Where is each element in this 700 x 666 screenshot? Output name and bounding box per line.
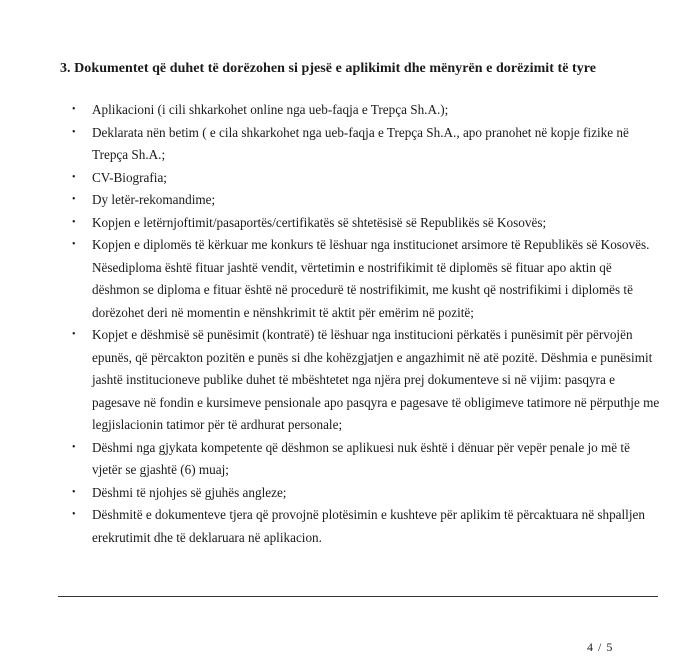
list-item-text: Kopjen e letërnjoftimit/pasaportës/certifikatës së shtetësisë së Republikës së Kosovës; (92, 214, 547, 230)
list-item (72, 99, 662, 122)
bullet-icon: • (72, 126, 76, 138)
bullet-icon: • (72, 104, 76, 115)
list-item (72, 167, 662, 190)
list-item-text: CV-Biografia; (92, 169, 167, 185)
list-item-text: Dëshmi të njohjes së gjuhës angleze; (92, 484, 287, 500)
list-item-text: Dëshmitë e dokumenteve tjera që provojnë plotësimin e kushteve për aplikim të përcaktuara në shpalljen erekrutimit dhe të deklaruara në aplikacion. (92, 507, 645, 545)
list-item (72, 122, 662, 167)
bullet-icon: • (72, 441, 76, 453)
bullet-icon: • (72, 194, 76, 205)
bullet-icon: • (72, 239, 76, 250)
bullet-icon: • (72, 486, 76, 498)
bullet-icon: • (72, 509, 76, 520)
list-item (72, 437, 662, 482)
list-item-text: Aplikacioni (i cili shkarkohet online nga ueb-faqja e Trepça Sh.A.); (92, 102, 449, 117)
footer-divider (58, 596, 658, 597)
requirements-list (72, 99, 662, 549)
section-heading: 3. Dokumentet që duhet të dorëzohen si pjesë e aplikimit dhe mënyrën e dorëzimit të tyre (60, 61, 597, 76)
list-item-text: Kopjet e dëshmisë së punësimit (kontratë) të lëshuar nga institucioni përkatës i punësimit për përvojën epunës, që përcakton pozitën e punës si dhe kohëzgjatjen e angazhimit në atë pozitë. Dëshmia e punësimit jashtë institucioneve publike duhet të mbështetet nga njëra prej dokumenteve si në vijim: pasqyra e pagesave në fondin e kursimeve pensionale apo pasqyra e pagesave të obligimeve tatimore në përputhje me legjislacionin tatimor për të ardhurat personale; (92, 327, 660, 432)
list-item (72, 504, 662, 549)
list-item (72, 482, 662, 505)
bullet-icon: • (72, 171, 76, 183)
bullet-icon: • (72, 216, 76, 228)
list-item (72, 324, 662, 437)
list-item-text: Deklarata nën betim ( e cila shkarkohet nga ueb-faqja e Trepça Sh.A., apo pranohet në kopje fizike në Trepça Sh.A.; (92, 124, 629, 162)
list-item-text: Dëshmi nga gjykata kompetente që dëshmon se aplikuesi nuk është i dënuar për vepër penale jo më të vjetër se gjashtë (6) muaj; (92, 439, 630, 477)
list-item (72, 212, 662, 235)
list-item (72, 189, 662, 212)
list-item-text: Kopjen e diplomës të kërkuar me konkurs të lëshuar nga institucionet arsimore të Republikës së Kosovës. Nësediploma është fituar jashtë vendit, vërtetimin e nostrifikimit të diplomës së fituar apo aktin që dëshmon se diploma e fituar është në procedurë të nostrifikimit, me kusht që nostrifikimi i diplomës të dorëzohet deri në momentin e nënshkrimit të aktit për emërim në pozitë; (92, 237, 650, 320)
list-item-text: Dy letër-rekomandime; (92, 192, 216, 207)
page-number: 4 / 5 (587, 640, 614, 654)
list-item (72, 234, 662, 324)
bullet-icon: • (72, 329, 76, 340)
